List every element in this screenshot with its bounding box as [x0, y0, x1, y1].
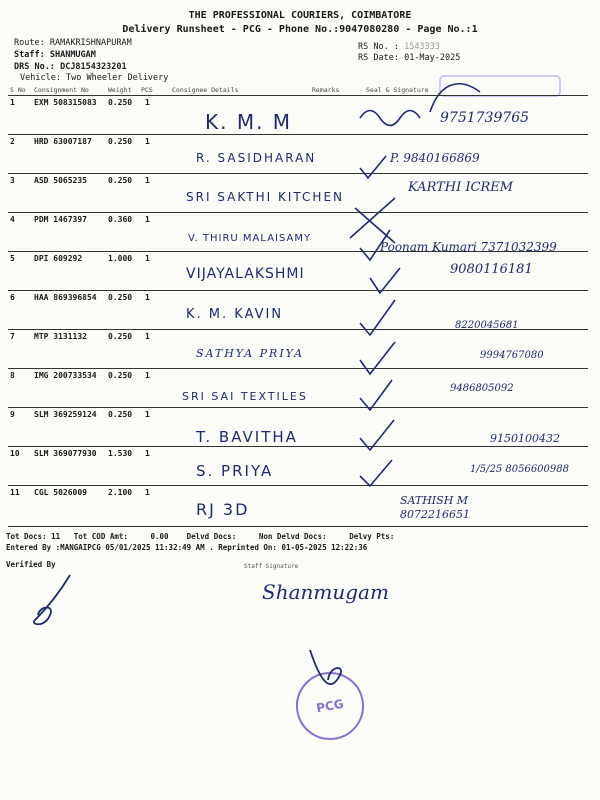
receiver-signature: P. 9840166869: [390, 151, 480, 165]
consignee-handwriting: SATHYA PRIYA: [196, 347, 305, 360]
receiver-signature: 9994767080: [480, 350, 544, 361]
col-weight: Weight: [108, 86, 132, 94]
receiver-signature: SATHISH M 8072216651: [400, 494, 470, 521]
total-cod: 0.00: [150, 532, 169, 541]
drs-line: DRS No.: DCJ8154323201: [14, 62, 127, 72]
totals-line: Tot Docs: 11 Tot COD Amt: 0.00 Delvd Docs: Non Delvd Docs: Delvy Pts:: [6, 532, 395, 541]
col-consignee: Consignee Details: [172, 86, 239, 94]
rs-no-line: RS No. : 1543333: [358, 42, 440, 52]
staff-value: SHANMUGAM: [49, 50, 96, 60]
consignee-handwriting: RJ 3D: [196, 500, 250, 519]
consignee-handwriting: VIJAYALAKSHMI: [186, 266, 305, 282]
route-value: RAMAKRISHNAPURAM: [49, 38, 132, 48]
rs-no-value: 1543333: [404, 42, 440, 52]
col-pcs: PCS: [141, 86, 153, 94]
verified-signature-mark: [20, 570, 100, 630]
receiver-signature: 8220045681: [455, 320, 519, 331]
total-docs: 11: [51, 532, 61, 541]
staff-line: Staff: SHANMUGAM: [14, 50, 96, 60]
consignee-handwriting: R. SASIDHARAN: [196, 151, 317, 165]
drs-value: DCJ8154323201: [60, 62, 127, 72]
consignee-handwriting: T. BAVITHA: [196, 428, 298, 446]
receiver-signature: 9150100432: [490, 432, 560, 445]
consignee-handwriting: S. PRIYA: [196, 462, 274, 480]
col-signature: Seal & Signature: [366, 86, 429, 94]
consignee-handwriting: K. M. KAVIN: [186, 307, 284, 322]
verified-by-label: Verified By: [6, 560, 56, 569]
receiver-signature: KARTHI ICREM: [408, 180, 514, 195]
delivery-signature-strokes: [330, 98, 590, 528]
stamp-signature-mark: [300, 640, 360, 700]
entered-by-line: Entered By :MANGAIPCG 05/01/2025 11:32:49 AM . Reprinted On: 01-05-2025 12:22:36: [6, 543, 368, 552]
col-sno: S No: [10, 86, 26, 94]
stamp-text: PCG: [315, 696, 345, 716]
runsheet-subtitle: Delivery Runsheet - PCG - Phone No.:9047080280 - Page No.:1: [122, 24, 478, 35]
receiver-signature: 9486805092: [450, 383, 514, 394]
consignee-handwriting: SRI SAKTHI KITCHEN: [186, 190, 344, 204]
header-rule: [8, 95, 588, 96]
rs-date-line: RS Date: 01-May-2025: [358, 53, 461, 63]
col-consignment: Consignment No: [34, 86, 89, 94]
consignee-handwriting: K. M. M: [205, 110, 293, 134]
col-remarks: Remarks: [312, 86, 340, 94]
receiver-signature: 9080116181: [450, 262, 533, 277]
receiver-signature: 9751739765: [440, 110, 530, 126]
receiver-signature: Poonam Kumari 7371032399: [380, 240, 557, 254]
vehicle-line: Vehicle: Two Wheeler Delivery: [20, 73, 169, 83]
consignee-handwriting: SRI SAI TEXTILES: [182, 390, 308, 403]
staff-signature: Shanmugam: [262, 580, 389, 604]
company-title: THE PROFESSIONAL COURIERS, COIMBATORE: [188, 10, 412, 21]
route-line: Route: RAMAKRISHNAPURAM: [14, 38, 132, 48]
staff-signature-label: Staff Signature: [244, 563, 299, 570]
rs-date-value: 01-May-2025: [404, 53, 461, 63]
consignee-handwriting: V. THIRU MALAISAMY: [188, 233, 312, 244]
receiver-signature: 1/5/25 8056600988: [470, 464, 569, 475]
